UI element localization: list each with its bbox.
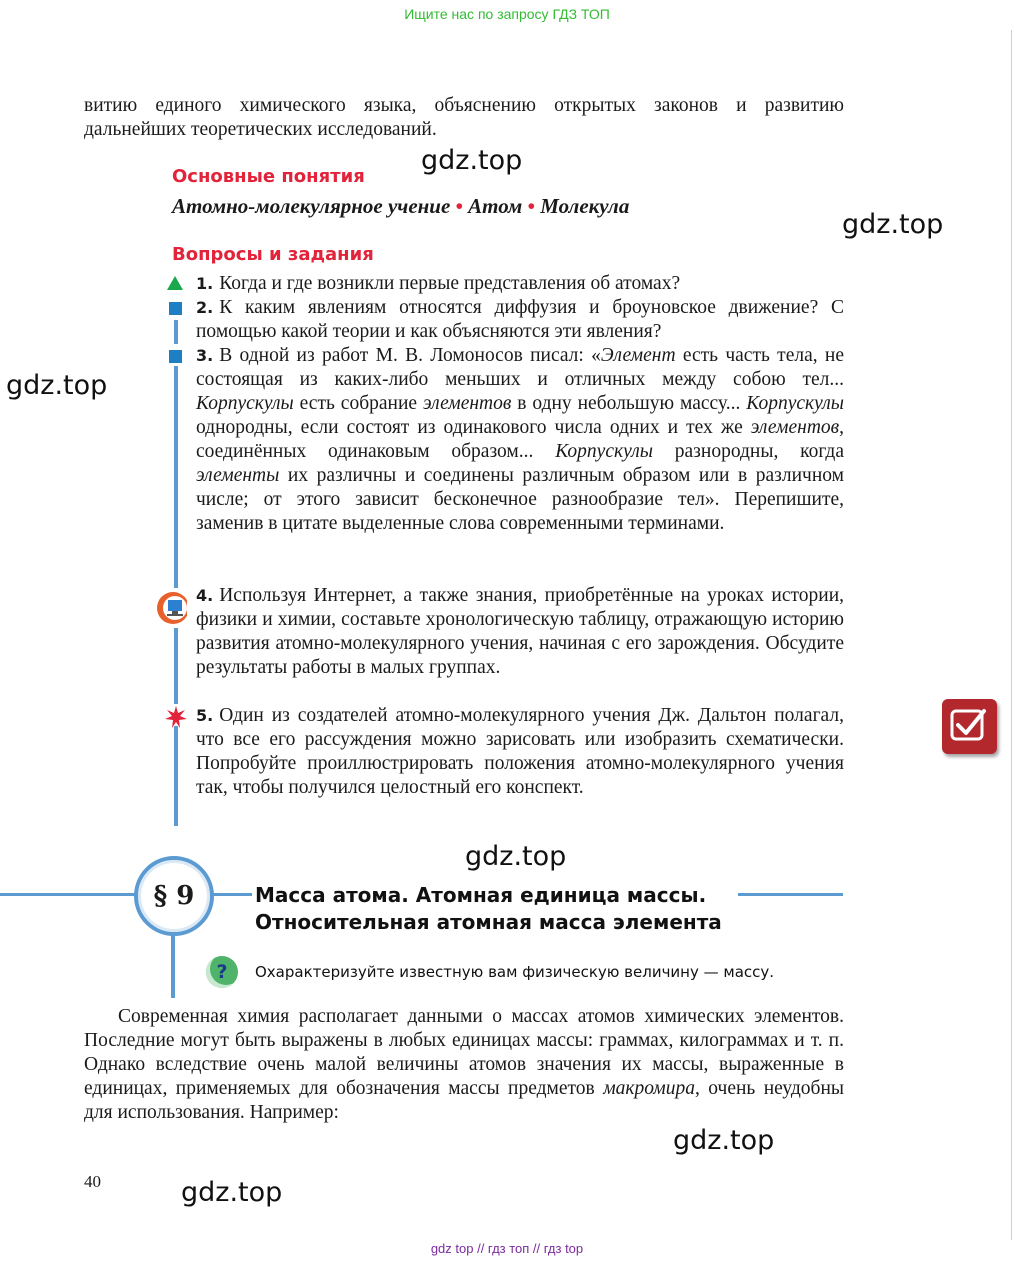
question-rule — [174, 320, 178, 344]
question-3 — [196, 344, 844, 536]
highlighted-word: макромира — [603, 1078, 695, 1099]
question-text: есть собрание — [293, 393, 423, 414]
question-2 — [196, 296, 844, 344]
section-rule-right — [738, 893, 843, 896]
question-text: Один из создателей атомно-молекулярного учения Дж. Дальтон полагал, что все его рассуждения можно зарисовать или изобразить схематически. Попробуйте проиллюстрировать положения атомно-молекулярного учения так, чтобы получился целостный его конспект. — [196, 705, 844, 798]
term-separator: • — [455, 194, 463, 218]
triangle-icon — [167, 276, 183, 290]
question-text: Когда и где возникли первые представления об атомах? — [219, 273, 681, 294]
highlighted-word: Элемент — [600, 345, 676, 366]
question-rule — [174, 726, 178, 826]
question-5 — [196, 704, 844, 800]
star-icon — [165, 706, 187, 728]
term-1: Атомно-молекулярное учение — [172, 194, 451, 218]
body-text: Современная химия располагает данными о массах атомов химических элементов. Последние могут быть выражены в любых единицах массы: граммах, килограммах и т. п. Однако вследствие очень малой величины атомов значения их массы, выраженные в единицах, применяемых для обозначения массы предметов — [84, 1006, 844, 1099]
question-text: , соединённых одинаковым образом... — [196, 417, 844, 462]
watermark: gdz.top — [421, 145, 523, 176]
basics-terms — [172, 194, 629, 219]
highlighted-word: элементов — [750, 417, 840, 438]
question-4 — [196, 584, 844, 680]
watermark: gdz.top — [842, 209, 944, 240]
question-rule — [174, 366, 178, 588]
page-edge — [1011, 30, 1012, 1240]
computer-icon — [155, 590, 187, 626]
highlighted-word: Корпускулы — [555, 441, 653, 462]
section-prompt: Охарактеризуйте известную вам физическую величину — массу. — [255, 963, 775, 981]
basics-heading: Основные понятия — [172, 166, 365, 187]
term-separator: • — [527, 194, 535, 218]
watermark: gdz.top — [673, 1125, 775, 1156]
footer-links[interactable]: gdz top // гдз топ // гдз top — [430, 1241, 584, 1256]
question-rule — [174, 628, 178, 704]
term-3: Молекула — [540, 194, 630, 218]
highlighted-word: элементы — [196, 465, 280, 486]
section-rule-mid — [210, 893, 252, 896]
question-text: К каким явлениям относятся диффузия и броуновское движение? С помощью какой теории и как объясняются эти явления? — [196, 297, 844, 342]
question-text: Используя Интернет, а также знания, приобретённые на уроках истории, физики и химии, составьте хронологическую таблицу, отражающую историю развития атомно-молекулярного учения, начиная с его зарождения. Обсудите результаты работы в малых группах. — [196, 585, 844, 678]
questions-heading: Вопросы и задания — [172, 244, 374, 265]
section-title-line1: Масса атома. Атомная единица массы. — [255, 883, 707, 907]
question-number: 4. — [196, 586, 214, 605]
intro-paragraph: витию единого химического языка, объяснению открытых законов и развитию дальнейших теоретических исследований. — [84, 95, 844, 140]
page-number: 40 — [84, 1172, 101, 1191]
highlighted-word: Корпускулы — [196, 393, 294, 414]
question-1 — [196, 272, 844, 296]
section-rule-left — [0, 893, 136, 896]
section-title-line2: Относительная атомная масса элемента — [255, 910, 722, 934]
question-number: 1. — [196, 274, 214, 293]
question-text: В одной из работ М. В. Ломоносов писал: « — [219, 345, 601, 366]
watermark: gdz.top — [465, 841, 567, 872]
square-icon — [169, 350, 182, 363]
term-2: Атом — [468, 194, 523, 218]
question-text: в одну небольшую массу... — [511, 393, 747, 414]
question-number: 3. — [196, 346, 214, 365]
body-paragraph — [84, 1005, 844, 1125]
top-banner: Ищите нас по запросу ГДЗ ТОП — [404, 6, 610, 22]
checkmark-button[interactable] — [942, 699, 997, 754]
highlighted-word: Корпускулы — [746, 393, 844, 414]
highlighted-word: элементов — [422, 393, 512, 414]
question-text: однородны, если состоят из одинакового числа одних и тех же — [196, 417, 751, 438]
question-number: 2. — [196, 298, 214, 317]
checkmark-icon — [942, 699, 997, 754]
section-rule-vertical — [171, 930, 175, 998]
watermark: gdz.top — [181, 1177, 283, 1208]
body-text: , очень неудобны для использования. Например: — [84, 1078, 845, 1123]
question-number: 5. — [196, 706, 214, 725]
question-text: разнородны, когда — [652, 441, 844, 462]
watermark: gdz.top — [6, 370, 108, 401]
question-text: есть часть тела, не состоящая из каких-либо меньших и отличных между собою тел... — [196, 345, 844, 390]
question-icon: ? — [206, 956, 238, 988]
question-text: их различны и соединены различным образом или в различном числе; от этого зависит бесконечное разнообразие тел». Перепишите, заменив в цитате выделенные слова современными терминами. — [196, 465, 844, 534]
square-icon — [169, 302, 182, 315]
section-badge: § 9 — [134, 856, 214, 936]
